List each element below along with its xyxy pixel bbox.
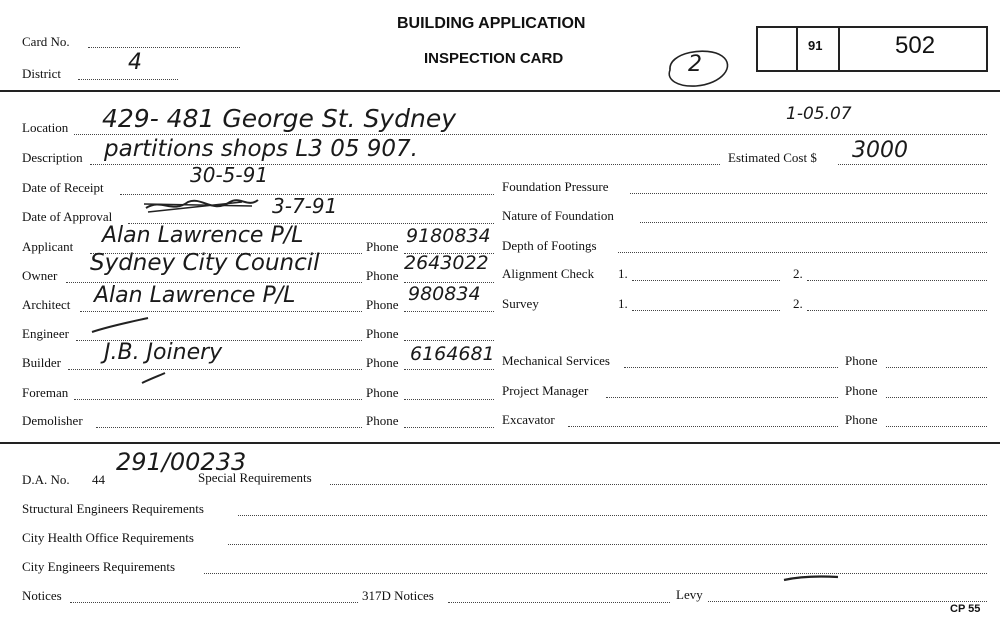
header-rule bbox=[0, 90, 1000, 92]
card-no-label: Card No. bbox=[22, 34, 70, 49]
demolisher-phone-line[interactable] bbox=[404, 427, 494, 428]
survey-label: Survey bbox=[502, 296, 539, 311]
health-line[interactable] bbox=[228, 544, 987, 545]
engineer-label: Engineer bbox=[22, 326, 69, 341]
owner-phone[interactable]: 2643022 bbox=[404, 252, 489, 274]
architect-line bbox=[80, 311, 362, 312]
approval-value[interactable]: 3-7-91 bbox=[272, 194, 338, 218]
project-manager-line[interactable] bbox=[606, 397, 838, 398]
applicant-label: Applicant bbox=[22, 239, 74, 254]
foreman-phone-line[interactable] bbox=[404, 399, 494, 400]
applicant-phone[interactable]: 9180834 bbox=[406, 225, 491, 247]
notices-317d-label: 317D Notices bbox=[362, 588, 434, 603]
engineer-dash-mark bbox=[90, 314, 152, 336]
estimated-cost-label: Estimated Cost $ bbox=[728, 150, 817, 165]
owner-value[interactable]: Sydney City Council bbox=[90, 250, 320, 276]
district-value[interactable]: 4 bbox=[128, 50, 142, 75]
mechanical-phone-label: Phone bbox=[845, 353, 878, 368]
location-value[interactable]: 429- 481 George St. Sydney bbox=[102, 104, 456, 133]
alignment-field-1[interactable] bbox=[632, 280, 780, 281]
architect-phone-line bbox=[404, 311, 494, 312]
owner-phone-label: Phone bbox=[366, 268, 399, 283]
middle-rule bbox=[0, 442, 1000, 444]
box-divider bbox=[796, 26, 798, 72]
architect-label: Architect bbox=[22, 297, 71, 312]
description-label: Description bbox=[22, 150, 83, 165]
excavator-phone-label: Phone bbox=[845, 412, 878, 427]
receipt-value[interactable]: 30-5-91 bbox=[190, 163, 269, 187]
engineer-phone-label: Phone bbox=[366, 326, 399, 341]
estimated-cost-value[interactable]: 3000 bbox=[852, 138, 908, 163]
survey-field-1[interactable] bbox=[632, 310, 780, 311]
form-code: CP 55 bbox=[950, 603, 981, 615]
depth-footings-label: Depth of Footings bbox=[502, 238, 597, 253]
da-prefix: 44 bbox=[92, 472, 105, 487]
alignment-num-1: 1. bbox=[618, 266, 628, 281]
da-value[interactable]: 291/00233 bbox=[116, 448, 247, 476]
demolisher-phone-label: Phone bbox=[366, 413, 399, 428]
demolisher-line[interactable] bbox=[96, 427, 362, 428]
builder-phone-label: Phone bbox=[366, 355, 399, 370]
project-manager-label: Project Manager bbox=[502, 383, 589, 398]
city-engineers-line[interactable] bbox=[204, 573, 987, 574]
notices-label: Notices bbox=[22, 588, 62, 603]
location-label: Location bbox=[22, 120, 69, 135]
nature-foundation-label: Nature of Foundation bbox=[502, 208, 614, 223]
special-requirements-line[interactable] bbox=[330, 484, 987, 485]
architect-phone[interactable]: 980834 bbox=[408, 283, 481, 305]
foundation-pressure-label: Foundation Pressure bbox=[502, 179, 609, 194]
alignment-check-label: Alignment Check bbox=[502, 266, 595, 281]
card-no-field[interactable] bbox=[88, 47, 240, 48]
survey-num-2: 2. bbox=[793, 296, 803, 311]
nature-foundation-line[interactable] bbox=[640, 222, 987, 223]
excavator-label: Excavator bbox=[502, 412, 555, 427]
form-title-line1: BUILDING APPLICATION bbox=[397, 15, 586, 32]
foreman-phone-label: Phone bbox=[366, 385, 399, 400]
struck-out-date bbox=[142, 194, 262, 218]
builder-value[interactable]: J.B. Joinery bbox=[104, 340, 223, 365]
project-manager-phone-label: Phone bbox=[845, 383, 878, 398]
city-engineers-label: City Engineers Requirements bbox=[22, 559, 176, 574]
location-note: 1-05.07 bbox=[786, 104, 852, 124]
engineer-phone-line[interactable] bbox=[404, 340, 494, 341]
owner-label: Owner bbox=[22, 268, 58, 283]
foreman-dash-mark bbox=[140, 370, 168, 386]
builder-line bbox=[68, 369, 362, 370]
notices-317d-line[interactable] bbox=[448, 602, 670, 603]
box-divider bbox=[838, 26, 840, 72]
levy-dash-mark bbox=[782, 572, 842, 584]
applicant-phone-label: Phone bbox=[366, 239, 399, 254]
mechanical-line[interactable] bbox=[624, 367, 838, 368]
description-line bbox=[90, 164, 720, 165]
foundation-pressure-line[interactable] bbox=[630, 193, 987, 194]
notices-line[interactable] bbox=[70, 602, 358, 603]
survey-num-1: 1. bbox=[618, 296, 628, 311]
mechanical-label: Mechanical Services bbox=[502, 353, 610, 368]
box-year: 91 bbox=[808, 38, 823, 53]
approval-label: Date of Approval bbox=[22, 209, 113, 224]
builder-label: Builder bbox=[22, 355, 61, 370]
health-label: City Health Office Requirements bbox=[22, 530, 194, 545]
foreman-label: Foreman bbox=[22, 385, 69, 400]
mechanical-phone-line[interactable] bbox=[886, 367, 987, 368]
district-field-line bbox=[78, 79, 178, 80]
builder-phone-line bbox=[404, 369, 494, 370]
circled-number: 2 bbox=[688, 52, 702, 77]
district-label: District bbox=[22, 66, 61, 81]
architect-phone-label: Phone bbox=[366, 297, 399, 312]
box-number: 502 bbox=[895, 32, 936, 59]
levy-line[interactable] bbox=[708, 601, 987, 602]
structural-line[interactable] bbox=[238, 515, 987, 516]
survey-field-2[interactable] bbox=[807, 310, 987, 311]
alignment-field-2[interactable] bbox=[807, 280, 987, 281]
form-title-line2: INSPECTION CARD bbox=[424, 50, 564, 67]
structural-label: Structural Engineers Requirements bbox=[22, 501, 204, 516]
project-manager-phone-line[interactable] bbox=[886, 397, 987, 398]
applicant-value[interactable]: Alan Lawrence P/L bbox=[102, 223, 304, 248]
excavator-phone-line[interactable] bbox=[886, 426, 987, 427]
depth-footings-line[interactable] bbox=[618, 252, 987, 253]
description-value[interactable]: partitions shops L3 05 907. bbox=[104, 136, 418, 162]
architect-value[interactable]: Alan Lawrence P/L bbox=[94, 283, 296, 308]
levy-label: Levy bbox=[676, 587, 703, 602]
estimated-cost-line bbox=[838, 164, 987, 165]
card-number-box bbox=[756, 26, 988, 72]
special-requirements-label: Special Requirements bbox=[198, 470, 312, 485]
location-line bbox=[74, 134, 987, 135]
demolisher-label: Demolisher bbox=[22, 413, 83, 428]
foreman-line[interactable] bbox=[74, 399, 362, 400]
builder-phone[interactable]: 6164681 bbox=[410, 343, 495, 365]
receipt-label: Date of Receipt bbox=[22, 180, 104, 195]
excavator-line[interactable] bbox=[568, 426, 838, 427]
da-label: D.A. No. bbox=[22, 472, 70, 487]
alignment-num-2: 2. bbox=[793, 266, 803, 281]
